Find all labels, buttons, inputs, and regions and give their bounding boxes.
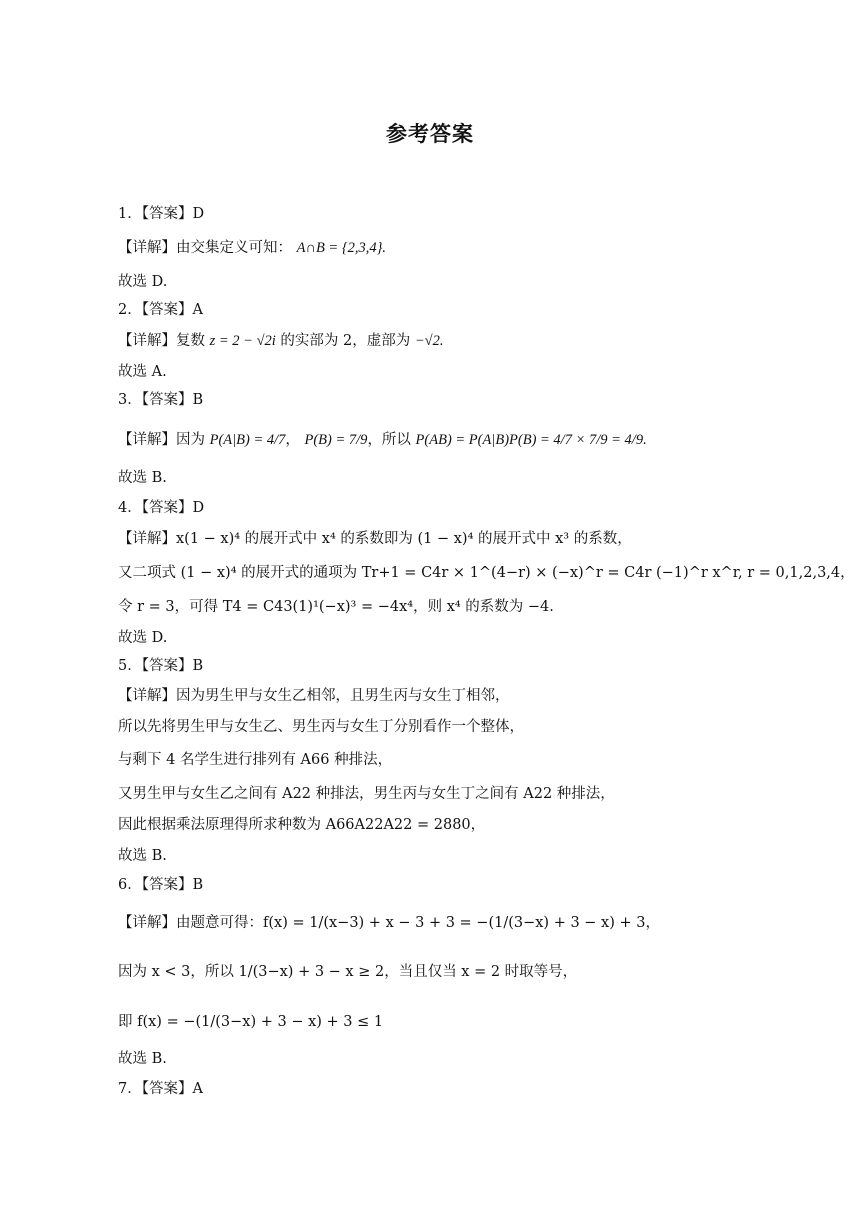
answer-label: 【答案】: [141, 302, 193, 318]
q1-answer-line: [118, 204, 204, 224]
q6-line-2: 因为 x < 3，所以 1/(3−x) + 3 − x ≥ 2，当且仅当 x = 2 时取等号，: [118, 964, 578, 980]
q4-line-3: 令 r = 3，可得 T4 = C43(1)¹(−x)³ = −4x⁴，则 x⁴ 的系数为 −4.: [118, 599, 554, 615]
q3-number: 3．: [118, 392, 142, 408]
q3-detail-line: 【详解】因为 P(A|B) = 4/7， P(B) = 7/9，所以 P(AB) = P(A|B)P(B) = 4/7 × 7/9 = 4/9.: [118, 432, 647, 448]
q1-answer: D: [192, 206, 205, 222]
q3-answer: B: [192, 392, 204, 408]
q4-line-2: 又二项式 (1 − x)⁴ 的展开式的通项为 Tr+1 = C4r × 1^(4−r) × (−x)^r = C4r (−1)^r x^r, r = 0,1,2,3,4，: [118, 565, 855, 581]
q3-expression-3: P(AB) = P(A|B)P(B) = 4/7 × 7/9 = 4/9.: [415, 432, 647, 448]
q1-conclusion: 故选 D.: [118, 274, 168, 290]
q5-answer-line: [118, 656, 203, 676]
q2-text-1: 复数: [176, 333, 205, 349]
answer-label: 【答案】: [141, 658, 193, 674]
q1-detail-line: [118, 238, 386, 258]
q2-expression-2: −√2.: [414, 333, 444, 349]
q5-line-3: 与剩下 4 名学生进行排列有 A66 种排法，: [118, 752, 393, 768]
q3-text-2: ，所以: [367, 432, 411, 448]
q2-answer: A: [192, 302, 203, 318]
q2-answer-line: [118, 300, 203, 320]
q4-detail-line-1: [118, 529, 632, 549]
q7-answer-line: [118, 1079, 203, 1099]
q7-answer: A: [192, 1081, 203, 1097]
q6-line-1: 由题意可得：f(x) = 1/(x−3) + x − 3 + 3 = −(1/(3−x) + 3 − x) + 3，: [176, 915, 660, 931]
q4-line-1: x(1 − x)⁴ 的展开式中 x⁴ 的系数即为 (1 − x)⁴ 的展开式中 x³ 的系数，: [176, 531, 632, 547]
q2-text-2: 的实部为 2，虚部为: [280, 333, 411, 349]
q3-expression-1: P(A|B) = 4/7: [209, 432, 286, 448]
q5-line-2: 所以先将男生甲与女生乙、男生丙与女生丁分别看作一个整体，: [118, 719, 524, 735]
detail-label: 【详解】: [118, 432, 176, 448]
detail-label: 【详解】: [118, 531, 176, 547]
q3-conclusion: 故选 B.: [118, 470, 167, 486]
q5-detail-line-1: [118, 686, 510, 706]
q6-line-3: 即 f(x) = −(1/(3−x) + 3 − x) + 3 ≤ 1: [118, 1014, 384, 1030]
q5-line-4: 又男生甲与女生乙之间有 A22 种排法，男生丙与女生丁之间有 A22 种排法，: [118, 786, 615, 802]
q1-detail-text: 由交集定义可知：: [176, 240, 292, 256]
answer-label: 【答案】: [141, 877, 193, 893]
q4-answer: D: [192, 500, 205, 516]
detail-label: 【详解】: [118, 333, 176, 349]
page-title: 参考答案: [386, 122, 474, 146]
q6-answer: B: [192, 877, 204, 893]
q5-line-1: 因为男生甲与女生乙相邻，且男生丙与女生丁相邻，: [176, 688, 510, 704]
q4-number: 4．: [118, 500, 142, 516]
detail-label: 【详解】: [118, 688, 176, 704]
q6-answer-line: [118, 875, 203, 895]
q2-expression-1: z = 2 − √2i: [209, 333, 276, 349]
q6-detail-line-1: [118, 913, 660, 933]
q2-number: 2．: [118, 302, 142, 318]
q5-line-5: 因此根据乘法原理得所求种数为 A66A22A22 = 2880，: [118, 817, 486, 833]
q1-expression: A∩B = {2,3,4}.: [296, 240, 387, 256]
q6-conclusion: 故选 B.: [118, 1051, 167, 1067]
answer-label: 【答案】: [141, 392, 193, 408]
q6-number: 6．: [118, 877, 142, 893]
q3-text-1: 因为: [176, 432, 205, 448]
q4-answer-line: [118, 498, 204, 518]
detail-label: 【详解】: [118, 240, 176, 256]
q5-number: 5．: [118, 658, 142, 674]
q1-number: 1．: [118, 206, 142, 222]
answer-label: 【答案】: [141, 206, 193, 222]
detail-label: 【详解】: [118, 915, 176, 931]
answer-label: 【答案】: [141, 500, 193, 516]
q3-expression-2: P(B) = 7/9: [304, 432, 368, 448]
q2-conclusion: 故选 A.: [118, 364, 167, 380]
q4-conclusion: 故选 D.: [118, 630, 168, 646]
q5-conclusion: 故选 B.: [118, 848, 167, 864]
q7-number: 7．: [118, 1081, 142, 1097]
q2-detail-line: [118, 331, 444, 351]
q5-answer: B: [192, 658, 204, 674]
answer-label: 【答案】: [141, 1081, 193, 1097]
q3-answer-line: [118, 390, 203, 410]
